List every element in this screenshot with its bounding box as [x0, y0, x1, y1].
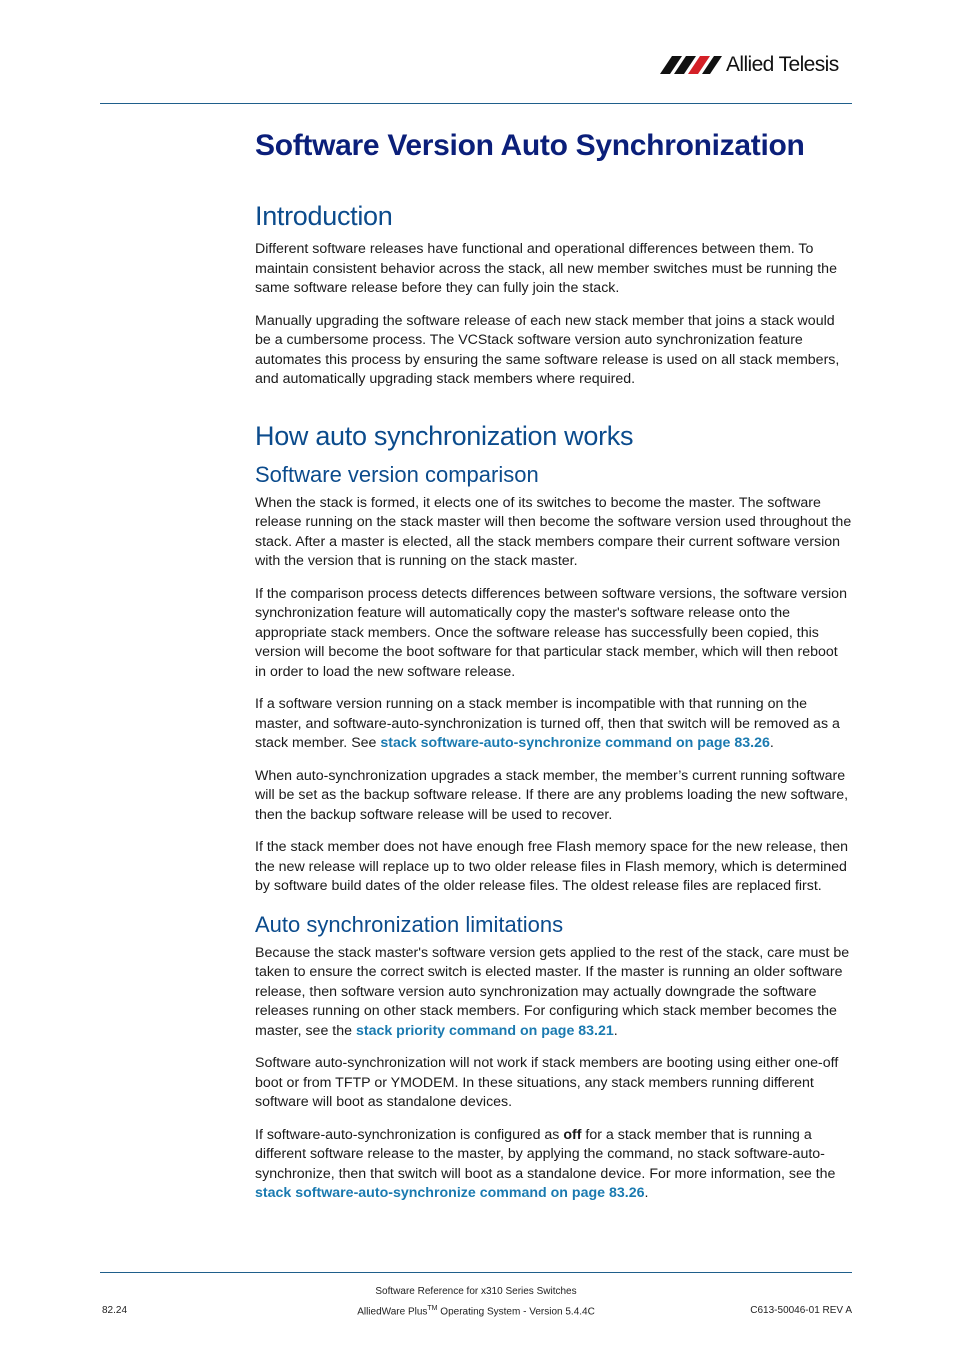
comparison-p3-end: .: [769, 735, 774, 751]
subsection-heading-comparison: Software version comparison: [255, 461, 539, 487]
brand-name: Allied Telesis: [726, 53, 839, 76]
brand-logo: [660, 52, 855, 78]
footer-page-number: 82.24: [102, 1305, 128, 1316]
limitations-paragraph-3: [255, 1126, 852, 1204]
limitations-p1-text: Because the stack master's software version gets applied to the rest of the stack, care must be taken to ensure the correct switch is elected master. If the master is running an older software release, then software version auto synchronization may actually downgrade the software releases running on other stack members. For configuring which stack member becomes the master, see the: [255, 944, 850, 1039]
limitations-p3-text: If software-auto-synchronization is configured as: [255, 1126, 564, 1143]
comparison-paragraph-4: When auto-synchronization upgrades a stack member, the member’s current running software will be set as the backup software release. If there are any problems loading the new software, then the backup software release will be used to recover.: [255, 767, 849, 823]
section-heading-introduction: Introduction: [255, 201, 393, 231]
trademark-mark: TM: [427, 1305, 438, 1312]
allied-telesis-logo-icon: [660, 54, 722, 76]
footer-doc-title: Software Reference for x310 Series Switches: [375, 1286, 577, 1297]
comparison-paragraph-1: When the stack is formed, it elects one of its switches to become the master. The software release running on the stack master will then become the software version used throughout the stack. After a master is elected, all the stack members compare their current software version with the version that is running on the stack master.: [255, 494, 852, 569]
footer-os-version-text: Operating System - Version 5.4.4C: [437, 1306, 595, 1318]
auto-synchronize-command-link[interactable]: stack software-auto-synchronize command on page 83.26: [380, 735, 770, 751]
page-title: Software Version Auto Synchronization: [255, 129, 805, 162]
footer-doc-id: C613-50046-01 REV A: [750, 1305, 852, 1316]
comparison-p3-text: If a software version running on a stack member is incompatible with that running on the master, and software-auto-synchronization is turned off, then that switch will be removed as a stack member. See: [255, 696, 840, 751]
auto-synchronize-command-link-2[interactable]: stack software-auto-synchronize command on page 83.26: [255, 1185, 645, 1201]
header-rule: [100, 103, 852, 104]
comparison-paragraph-2: If the comparison process detects differences between software versions, the software version synchronization feature will automatically copy the master's software release onto the appropriate stack members. Once the software release has successfully been copied, this version will become the boot software for that particular stack member, which will then reboot in order to load the new software release.: [255, 585, 847, 680]
main-content: [255, 124, 852, 1217]
off-keyword: off: [563, 1126, 582, 1143]
footer-os-name: AlliedWare Plus: [357, 1306, 428, 1318]
footer-os-version: [100, 1305, 852, 1317]
limitations-p3-end: .: [644, 1185, 649, 1201]
section-heading-how-it-works: How auto synchronization works: [255, 420, 634, 451]
subsection-heading-limitations: Auto synchronization limitations: [255, 911, 564, 937]
stack-priority-command-link[interactable]: stack priority command on page 83.21: [355, 1022, 614, 1039]
limitations-paragraph-1: [255, 944, 852, 1042]
footer-rule: [100, 1272, 852, 1273]
limitations-paragraph-2: Software auto-synchronization will not work if stack members are booting using either one-off boot or from TFTP or YMODEM. In these situations, any stack members running different software will boot as standalone devices.: [255, 1055, 839, 1110]
comparison-paragraph-3: [255, 695, 852, 754]
intro-paragraph-2: Manually upgrading the software release of each new stack member that joins a stack would be a cumbersome process. The VCStack software version auto synchronization feature automates this process by ensuring the same software release is used on all stack members, and automatically upgrading stack members where required.: [255, 312, 840, 387]
limitations-p3-middle: for a stack member that is running a different software release to the master, by applying the command, no stack software-auto-synchronize, then that switch will boot as a standalone device. For more information, see the: [255, 1126, 836, 1182]
limitations-p1-end: .: [613, 1022, 618, 1039]
comparison-paragraph-5: If the stack member does not have enough free Flash memory space for the new release, then the new release will replace up to two older release files in Flash memory, which is determined by software build dates of the older release files. The oldest release files are replaced first.: [255, 839, 849, 894]
intro-paragraph-1: Different software releases have functional and operational differences between them. To maintain consistent behavior across the stack, all new member switches must be running the same software release before they can fully join the stack.: [255, 241, 837, 296]
